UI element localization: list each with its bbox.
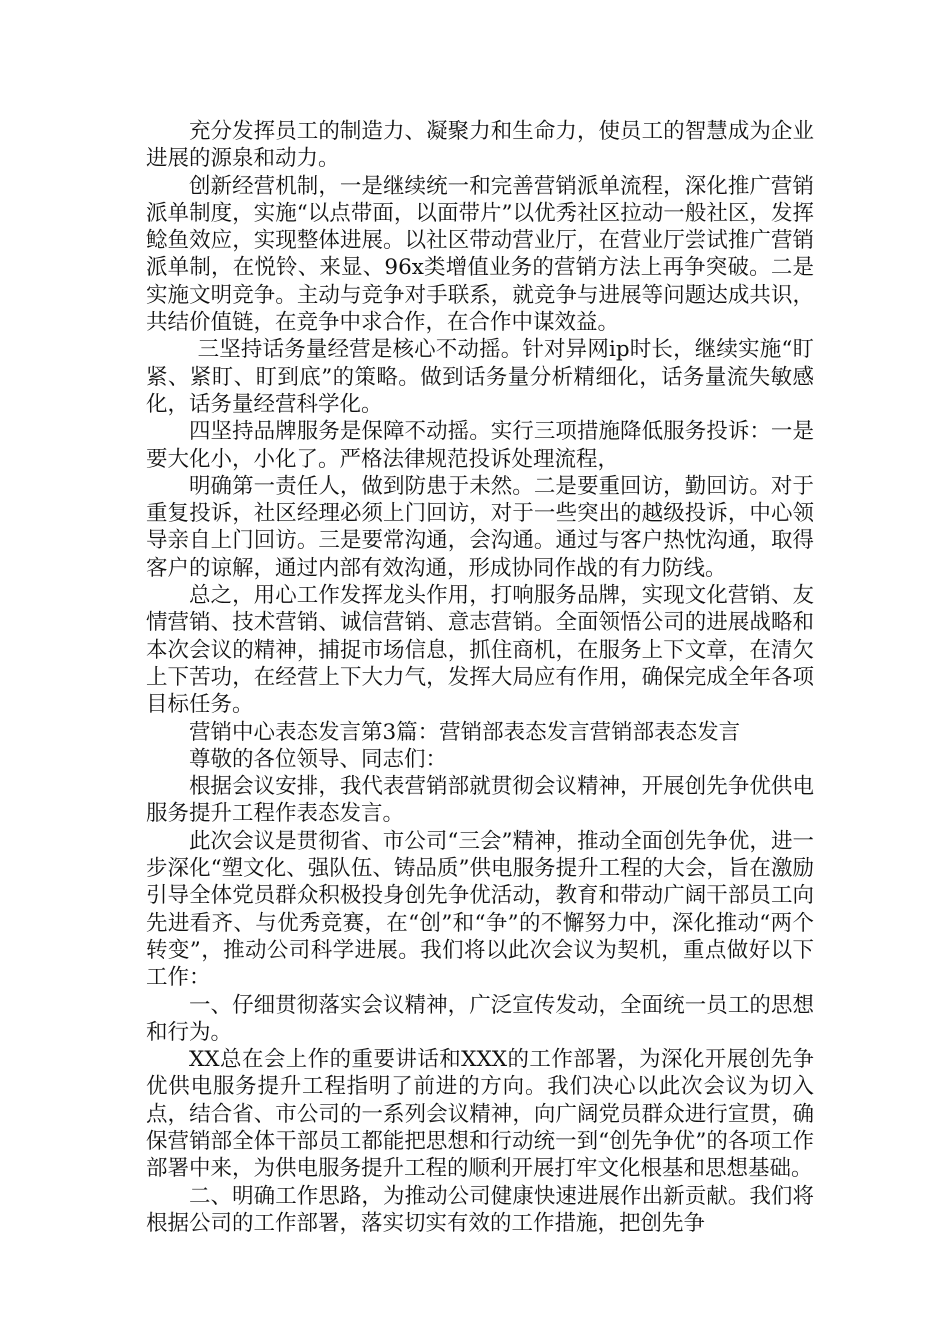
section-heading: 营销中心表态发言第3篇：营销部表态发言营销部表态发言 bbox=[189, 719, 741, 745]
point-one: 一、仔细贯彻落实会议精神，广泛宣传发动，全面统一员工的思想和行为。 bbox=[146, 992, 814, 1045]
paragraph-2: 创新经营机制，一是继续统一和完善营销派单流程，深化推广营销派单制度，实施“以点带面，以面带片”以优秀社区拉动一般社区，发挥鲶鱼效应，实现整体进展。以社区带动营业厅，在营业厅尝试推广营销派单制，在悦铃、来显、96x类增值业务的营销方法上再争突破。二是实施文明竞争。主动与竞争对手联系，就竞争与进展等问题达成共识，共结价值链，在竞争中求合作，在合作中谋效益。 bbox=[146, 173, 814, 336]
paragraph-5: 明确第一责任人，做到防患于未然。二是要重回访，勤回访。对于重复投诉，社区经理必须上门回访，对于一些突出的越级投诉，中心领导亲自上门回访。三是要常沟通，会沟通。通过与客户热忱沟通，取得客户的谅解，通过内部有效沟通，形成协同作战的有力防线。 bbox=[146, 473, 814, 581]
paragraph-10: 此次会议是贯彻省、市公司“三会”精神，推动全面创先争优，进一步深化“塑文化、强队伍、铸品质”供电服务提升工程的大会，旨在激励引导全体党员群众积极投身创先争优活动，教育和带动广阔干部员工向先进看齐、与优秀竞赛，在“创”和“争”的不懈努力中，深化推动“两个转变”，推动公司科学进展。我们将以此次会议为契机，重点做好以下工作： bbox=[146, 828, 814, 991]
paragraph-4: 四坚持品牌服务是保障不动摇。实行三项措施降低服务投诉：一是要大化小，小化了。严格法律规范投诉处理流程， bbox=[146, 419, 814, 472]
paragraph-9: 根据会议安排，我代表营销部就贯彻会议精神，开展创先争优供电服务提升工程作表态发言。 bbox=[146, 774, 814, 827]
point-two: 二、明确工作思路，为推动公司健康快速进展作出新贡献。我们将根据公司的工作部署，落实切实有效的工作措施，把创先争 bbox=[146, 1183, 814, 1236]
paragraph-12: XX总在会上作的重要讲话和XXX的工作部署，为深化开展创先争优供电服务提升工程指明了前进的方向。我们决心以此次会议为切入点，结合省、市公司的一系列会议精神，向广阔党员群众进行宣贯，确保营销部全体干部员工都能把思想和行动统一到“创先争优”的各项工作部署中来，为供电服务提升工程的顺利开展打牢文化根基和思想基础。 bbox=[146, 1047, 814, 1182]
paragraph-6: 总之，用心工作发挥龙头作用，打响服务品牌，实现文化营销、友情营销、技术营销、诚信营销、意志营销。全面领悟公司的进展战略和本次会议的精神，捕捉市场信息，抓住商机，在服务上下文章，在清欠上下苦功，在经营上下大力气，发挥大局应有作用，确保完成全年各项目标任务。 bbox=[146, 583, 814, 718]
document-body bbox=[146, 118, 814, 1237]
paragraph-1: 充分发挥员工的制造力、凝聚力和生命力，使员工的智慧成为企业进展的源泉和动力。 bbox=[146, 119, 814, 172]
paragraph-3: 三坚持话务量经营是核心不动摇。针对异网ip时长，继续实施“盯紧、紧盯、盯到底”的策略。做到话务量分析精细化，话务量流失敏感化，话务量经营科学化。 bbox=[146, 337, 814, 417]
salutation: 尊敬的各位领导、同志们： bbox=[189, 746, 448, 772]
